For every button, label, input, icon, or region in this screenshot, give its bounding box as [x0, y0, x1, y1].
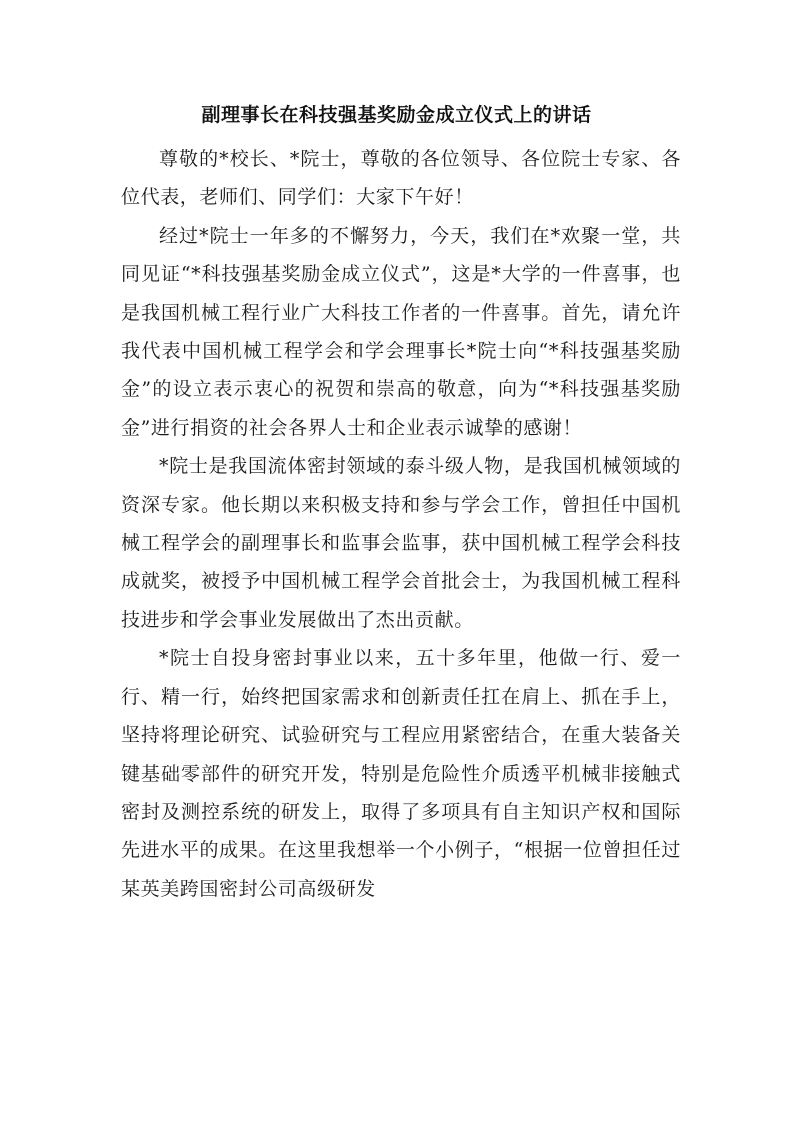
document-title: 副理事长在科技强基奖励金成立仪式上的讲话: [201, 104, 592, 126]
paragraph-greeting: 尊敬的*校长、*院士，尊敬的各位领导、各位院士专家、各位代表，老师们、同学们：大家下午好！: [121, 148, 681, 209]
paragraph-achievements: *院士自投身密封事业以来，五十多年里，他做一行、爱一行、精一行，始终把国家需求和创新责任扛在肩上、抓在手上，坚持将理论研究、试验研究与工程应用紧密结合，在重大装备关键基础零部件的研究开发，特别是危险性介质透平机械非接触式密封及测控系统的研发上，取得了多项具有自主知识产权和国际先进水平的成果。在这里我想举一个小例子，“根据一位曾担任过某英美跨国密封公司高级研发: [121, 647, 681, 900]
document-body: [121, 140, 681, 908]
paragraph-ceremony: 经过*院士一年多的不懈努力，今天，我们在*欢聚一堂，共同见证“*科技强基奖励金成立仪式”，这是*大学的一件喜事，也是我国机械工程行业广大科技工作者的一件喜事。首先，请允许我代表中国机械工程学会和学会理事长*院士向“*科技强基奖励金”的设立表示衷心的祝贺和崇高的敬意，向为“*科技强基奖励金”进行捐资的社会各界人士和企业表示诚挚的感谢！: [121, 224, 681, 439]
paragraph-academician-profile: *院士是我国流体密封领域的泰斗级人物，是我国机械领域的资深专家。他长期以来积极支持和参与学会工作，曾担任中国机械工程学会的副理事长和监事会监事，获中国机械工程学会科技成就奖，被授予中国机械工程学会首批会士，为我国机械工程科技进步和学会事业发展做出了杰出贡献。: [121, 455, 681, 631]
